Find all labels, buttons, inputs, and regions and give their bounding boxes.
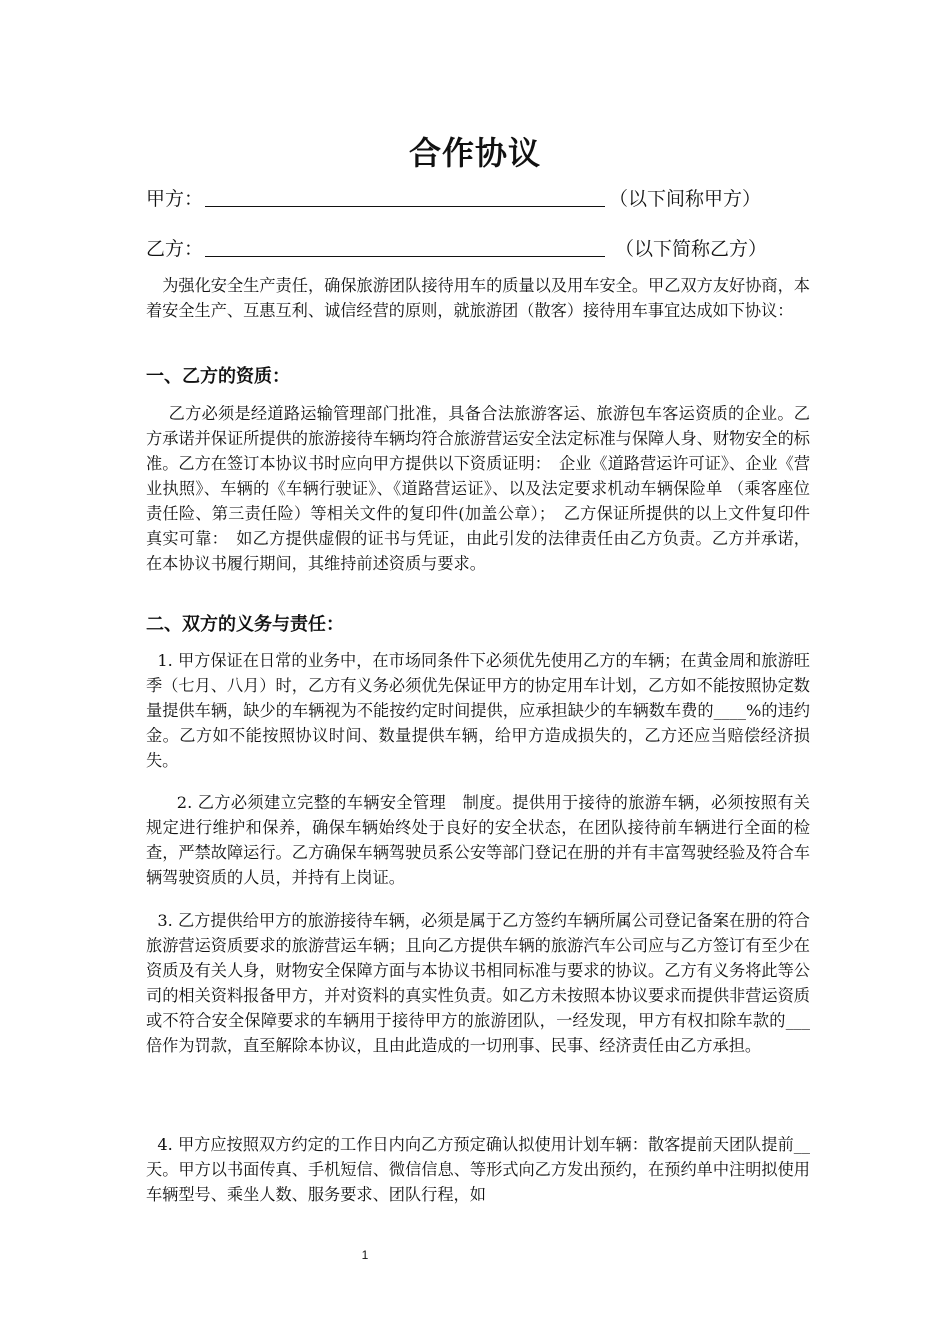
party-a-line [146, 184, 761, 214]
obligation-item-1: 1. 甲方保证在日常的业务中，在市场同条件下必须优先使用乙方的车辆；在黄金周和旅游旺季（七月、八月）时，乙方有义务必须优先保证甲方的协定用车计划，乙方如不能按照协定数量提供车辆，缺少的车辆视为不能按约定时间提供，应承担缺少的车辆数车费的____%的违约金。乙方如不能按照协议时间、数量提供车辆，给甲方造成损失的，乙方还应当赔偿经济损失。 [146, 651, 810, 770]
section-heading-obligations: 二、双方的义务与责任： [146, 614, 344, 635]
party-b-line [146, 234, 767, 264]
obligation-item-4: 4. 甲方应按照双方约定的工作日内向乙方预定确认拟使用计划车辆：散客提前天团队提前__天。甲方以书面传真、手机短信、微信信息、等形式向乙方发出预约，在预约单中注明拟使用车辆型号、乘坐人数、服务要求、团队行程，如 [146, 1135, 810, 1204]
party-b-suffix: （以下简称乙方） [609, 238, 768, 260]
party-a-label: 甲方： [146, 188, 204, 210]
section-heading-qualification: 一、乙方的资质： [146, 366, 290, 387]
party-a-suffix: （以下间称甲方） [609, 188, 762, 210]
party-a-blank[interactable] [205, 184, 605, 207]
party-b-blank[interactable] [205, 234, 605, 257]
qualification-paragraph: 乙方必须是经道路运输管理部门批准，具备合法旅游客运、旅游包车客运资质的企业。乙方承诺并保证所提供的旅游接待车辆均符合旅游营运安全法定标准与保障人身、财物安全的标准。乙方在签订本协议书时应向甲方提供以下资质证明： 企业《道路营运许可证》、企业《营业执照》、车辆的《车辆行驶证》、《道路营运证》、以及法定要求机动车辆保险单 （乘客座位责任险、第三责任险）等相关文件的复印件(加盖公章）； 乙方保证所提供的以上文件复印件真实可靠： 如乙方提供虚假的证书与凭证，由此引发的法律责任由乙方负责。乙方并承诺，在本协议书履行期间，其维持前述资质与要求。 [146, 404, 810, 573]
obligation-item-2: 2. 乙方必须建立完整的车辆安全管理 制度。提供用于接待的旅游车辆，必须按照有关规定进行维护和保养，确保车辆始终处于良好的安全状态，在团队接待前车辆进行全面的检查，严禁故障运行。乙方确保车辆驾驶员系公安等部门登记在册的并有丰富驾驶经验及符合车辆驾驶资质的人员，并持有上岗证。 [146, 793, 810, 887]
obligation-item-3: 3. 乙方提供给甲方的旅游接待车辆，必须是属于乙方签约车辆所属公司登记备案在册的符合旅游营运资质要求的旅游营运车辆；且向乙方提供车辆的旅游汽车公司应与乙方签订有至少在资质及有关人身，财物安全保障方面与本协议书相同标准与要求的协议。乙方有义务将此等公司的相关资料报备甲方，并对资料的真实性负责。如乙方未按照本协议要求而提供非营运资质或不符合安全保障要求的车辆用于接待甲方的旅游团队，一经发现，甲方有权扣除车款的___倍作为罚款，直至解除本协议，且由此造成的一切刑事、民事、经济责任由乙方承担。 [146, 911, 810, 1055]
intro-paragraph: 为强化安全生产责任，确保旅游团队接待用车的质量以及用车安全。甲乙双方友好协商，本着安全生产、互惠互利、诚信经营的原则，就旅游团（散客）接待用车事宜达成如下协议： [146, 276, 810, 320]
party-b-label: 乙方： [146, 238, 204, 260]
document-title: 合作协议 [408, 134, 541, 172]
page-number: 1 [361, 1248, 369, 1262]
